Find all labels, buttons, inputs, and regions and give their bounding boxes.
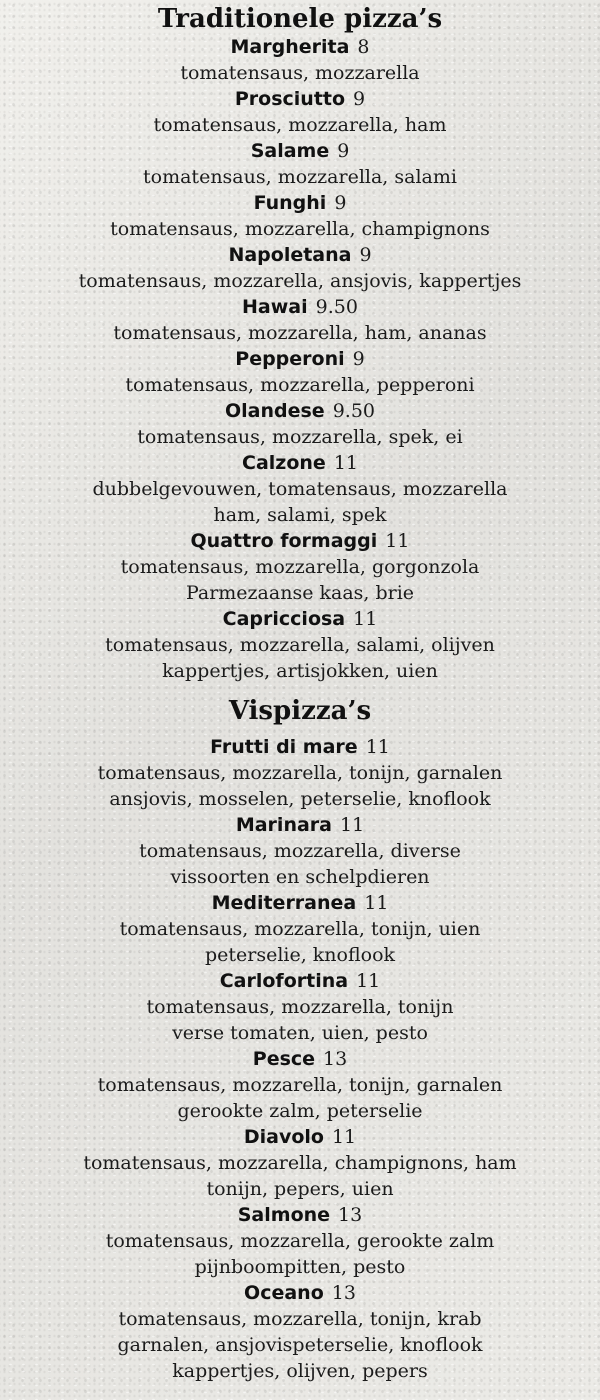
pizza-ingredients-line: tomatensaus, mozzarella, champignons, ham (83, 1152, 517, 1174)
menu-item-header (0, 1280, 600, 1306)
pizza-ingredients-line: tomatensaus, mozzarella, salami (143, 166, 457, 188)
pizza-price: 11 (333, 452, 358, 474)
pizza-name: Marinara (235, 814, 332, 836)
menu-item-header (0, 528, 600, 554)
pizza-price: 9 (337, 140, 350, 162)
menu-item-frutti-di-mare (0, 734, 600, 812)
pizza-price: 11 (365, 736, 390, 758)
pizza-ingredients-line: tomatensaus, mozzarella, tonijn, uien (119, 918, 481, 940)
menu-item-pepperoni (0, 346, 600, 398)
menu-item-header (0, 242, 600, 268)
menu-item-header (0, 34, 600, 60)
pizza-price: 9.50 (315, 296, 358, 318)
pizza-name: Calzone (242, 452, 326, 474)
pizza-ingredients-line: tomatensaus, mozzarella, tonijn, garnalen (97, 1074, 503, 1096)
fish-pizzas-section (0, 696, 600, 1384)
pizza-ingredients-line: pijnboompitten, pesto (194, 1256, 406, 1278)
pizza-name: Oceano (244, 1282, 324, 1304)
menu-item-funghi (0, 190, 600, 242)
pizza-price: 8 (357, 36, 370, 58)
menu-item-quattro-formaggi (0, 528, 600, 606)
pizza-price: 11 (356, 970, 381, 992)
pizza-name: Mediterranea (211, 892, 357, 914)
pizza-name: Prosciutto (234, 88, 346, 110)
pizza-ingredients-line: tomatensaus, mozzarella, ham, ananas (113, 322, 487, 344)
pizza-ingredients-line: tomatensaus, mozzarella, ham (153, 114, 447, 136)
pizza-price: 11 (364, 892, 389, 914)
pizza-ingredients-line: tomatensaus, mozzarella, tonijn (146, 996, 454, 1018)
menu-item-hawai (0, 294, 600, 346)
menu-item-mediterranea (0, 890, 600, 968)
menu-item-carlofortina (0, 968, 600, 1046)
traditional-pizzas-section (0, 4, 600, 684)
pizza-ingredients-line: kappertjes, olijven, pepers (172, 1360, 428, 1382)
menu-item-header (0, 1046, 600, 1072)
menu-item-prosciutto (0, 86, 600, 138)
menu-item-header (0, 1124, 600, 1150)
menu-item-diavolo (0, 1124, 600, 1202)
pizza-name: Diavolo (243, 1126, 324, 1148)
pizza-ingredients-line: tonijn, pepers, uien (206, 1178, 394, 1200)
pizza-ingredients-line: tomatensaus, mozzarella, pepperoni (125, 374, 475, 396)
pizza-ingredients-line: ham, salami, spek (213, 504, 387, 526)
pizza-ingredients-line: dubbelgevouwen, tomatensaus, mozzarella (92, 478, 508, 500)
pizza-ingredients-line: tomatensaus, mozzarella, tonijn, krab (118, 1308, 482, 1330)
menu-item-header (0, 346, 600, 372)
pizza-ingredients-line: verse tomaten, uien, pesto (172, 1022, 428, 1044)
pizza-name: Salmone (237, 1204, 331, 1226)
section-title-traditional: Traditionele pizza’s (157, 4, 443, 34)
pizza-ingredients-line: garnalen, ansjovispeterselie, knoflook (117, 1334, 483, 1356)
menu-item-header (0, 812, 600, 838)
menu-item-salame (0, 138, 600, 190)
menu-item-header (0, 450, 600, 476)
pizza-ingredients-line: tomatensaus, mozzarella, gerookte zalm (105, 1230, 495, 1252)
pizza-name: Frutti di mare (210, 736, 358, 758)
menu-item-calzone (0, 450, 600, 528)
menu-item-pesce (0, 1046, 600, 1124)
pizza-price: 11 (339, 814, 365, 836)
menu-item-header (0, 734, 600, 760)
pizza-ingredients-line: tomatensaus, mozzarella, tonijn, garnalen (97, 762, 503, 784)
pizza-price: 11 (353, 608, 378, 630)
pizza-ingredients-line: Parmezaanse kaas, brie (185, 582, 415, 604)
menu-item-header (0, 86, 600, 112)
pizza-ingredients-line: ansjovis, mosselen, peterselie, knoflook (109, 788, 491, 810)
pizza-ingredients-line: tomatensaus, mozzarella, gorgonzola (120, 556, 480, 578)
pizza-price: 9.50 (332, 400, 375, 422)
pizza-price: 9 (359, 244, 372, 266)
menu-item-header (0, 190, 600, 216)
menu-item-olandese (0, 398, 600, 450)
menu-item-header (0, 294, 600, 320)
menu-item-header (0, 968, 600, 994)
pizza-name: Hawai (242, 296, 308, 318)
pizza-name: Margherita (230, 36, 350, 58)
pizza-name: Olandese (224, 400, 325, 422)
menu-item-header (0, 606, 600, 632)
menu-item-napoletana (0, 242, 600, 294)
pizza-price: 13 (338, 1204, 363, 1226)
pizza-ingredients-line: tomatensaus, mozzarella, salami, olijven (105, 634, 495, 656)
pizza-ingredients-line: peterselie, knoflook (204, 944, 396, 966)
pizza-price: 11 (331, 1126, 357, 1148)
menu-item-header (0, 398, 600, 424)
fish-pizza-list (0, 734, 600, 1384)
menu-item-margherita (0, 34, 600, 86)
menu-item-oceano (0, 1280, 600, 1384)
pizza-price: 9 (334, 192, 347, 214)
pizza-ingredients-line: vissoorten en schelpdieren (170, 866, 430, 888)
pizza-price: 9 (352, 348, 365, 370)
pizza-ingredients-line: tomatensaus, mozzarella, champignons (110, 218, 490, 240)
pizza-name: Capricciosa (222, 608, 346, 630)
pizza-price: 9 (353, 88, 366, 110)
menu-item-marinara (0, 812, 600, 890)
pizza-price: 13 (323, 1048, 348, 1070)
menu-item-header (0, 1202, 600, 1228)
pizza-ingredients-line: tomatensaus, mozzarella (180, 62, 420, 84)
pizza-ingredients-line: gerookte zalm, peterselie (177, 1100, 423, 1122)
menu-item-capricciosa (0, 606, 600, 684)
pizza-price: 13 (331, 1282, 356, 1304)
pizza-name: Pepperoni (235, 348, 345, 370)
menu-item-header (0, 890, 600, 916)
pizza-name: Quattro formaggi (190, 530, 378, 552)
menu-item-header (0, 138, 600, 164)
menu-item-salmone (0, 1202, 600, 1280)
section-title-fish: Vispizza’s (228, 696, 372, 726)
pizza-ingredients-line: tomatensaus, mozzarella, spek, ei (137, 426, 463, 448)
pizza-ingredients-line: tomatensaus, mozzarella, diverse (139, 840, 461, 862)
pizza-name: Napoletana (228, 244, 352, 266)
pizza-name: Salame (250, 140, 330, 162)
pizza-name: Carlofortina (219, 970, 349, 992)
pizza-name: Funghi (253, 192, 327, 214)
pizza-ingredients-line: kappertjes, artisjokken, uien (162, 660, 438, 682)
pizza-price: 11 (385, 530, 410, 552)
pizza-name: Pesce (252, 1048, 316, 1070)
traditional-pizza-list (0, 34, 600, 684)
pizza-ingredients-line: tomatensaus, mozzarella, ansjovis, kappertjes (78, 270, 522, 292)
